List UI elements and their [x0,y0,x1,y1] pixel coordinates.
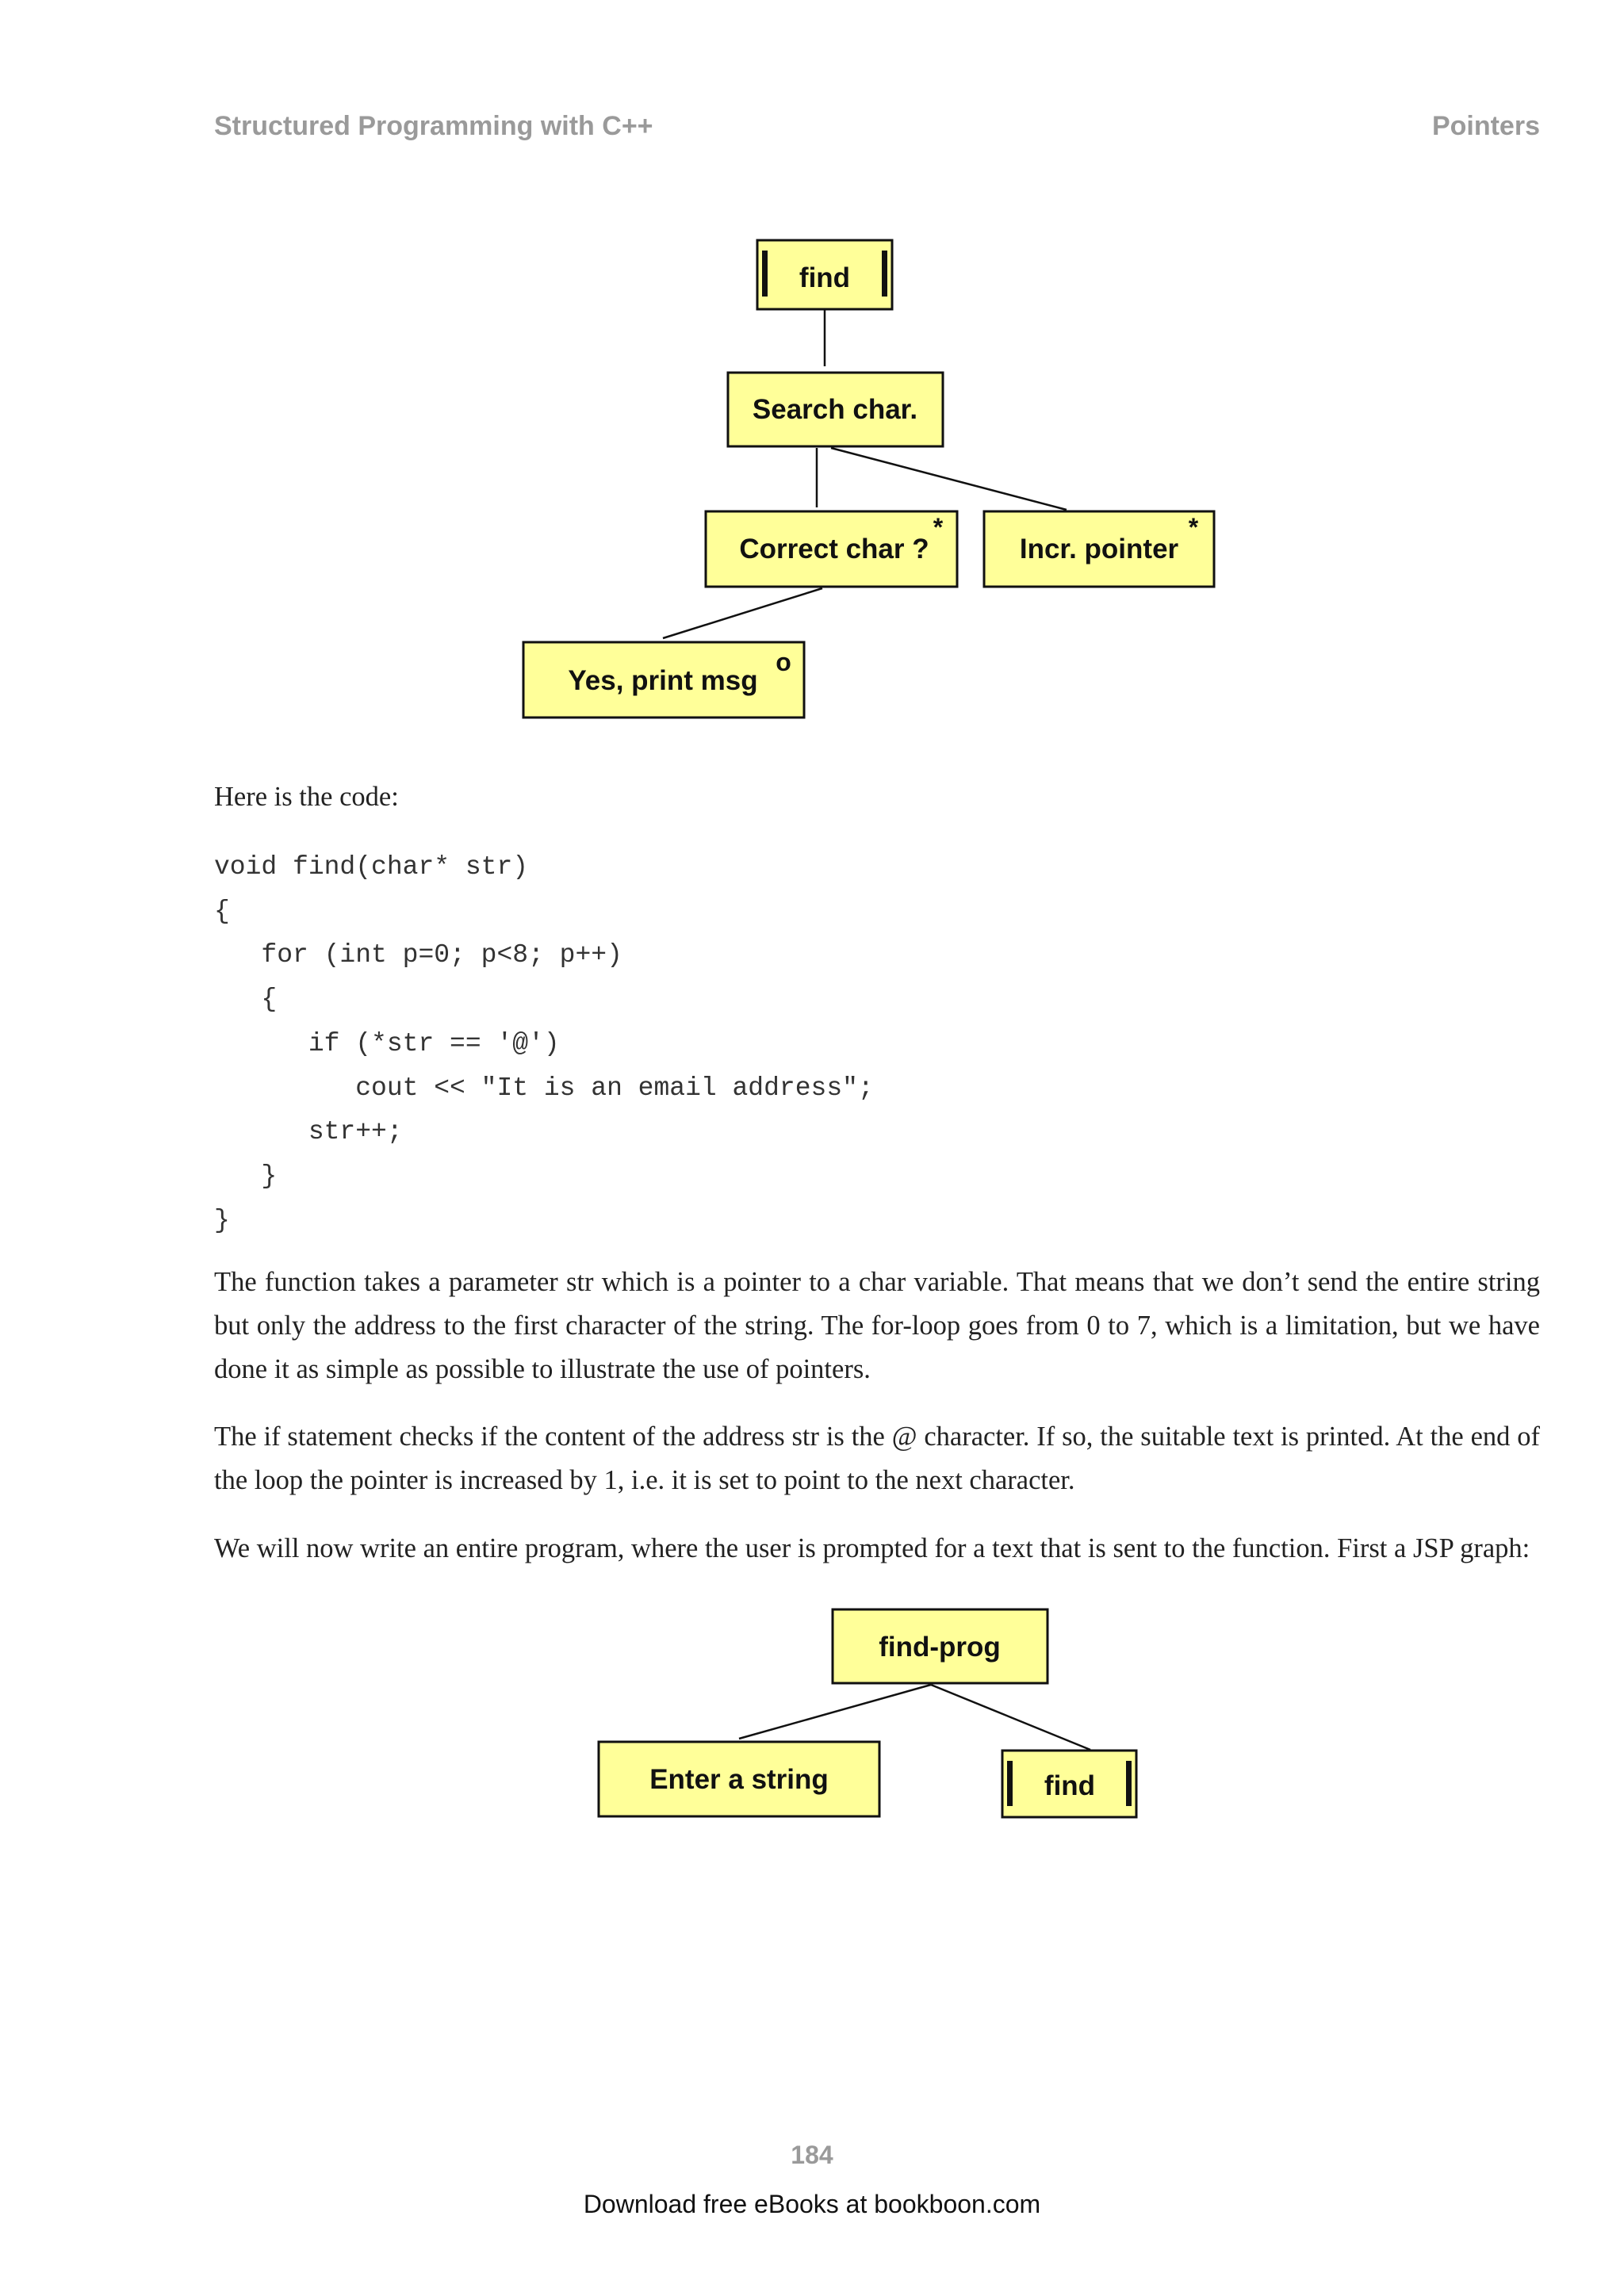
jsp-box-condition-label: Correct char ? [739,534,929,564]
connector-search-increment [831,448,1067,510]
procedure-bar-left [1007,1761,1013,1806]
connector-root-right [931,1685,1090,1750]
jsp-box-find [757,240,892,309]
jsp-box-action-label: Yes, print msg [568,665,758,696]
code-line: for (int p=0; p<8; p++) [214,940,622,970]
code-line: cout << "It is an email address"; [214,1073,874,1103]
jsp-box-find-call [1002,1751,1136,1817]
jsp-box-increment [984,511,1214,587]
page-number: 184 [791,2141,833,2169]
jsp-box-enter-string [599,1742,879,1816]
code-line: { [214,985,278,1015]
running-head-chapter: Pointers [1431,111,1540,141]
jsp-box-search [728,373,943,446]
connector-root-left [739,1685,931,1739]
connector-condition-action [663,588,822,638]
code-block [214,845,874,1242]
code-line: str++; [214,1117,403,1147]
jsp-box-action [523,642,804,718]
jsp-box-find-prog-label: find-prog [879,1632,1001,1663]
footer-link-text: Download free eBooks at bookboon.com [583,2190,1041,2218]
jsp-box-find-label: find [799,262,851,293]
code-line: if (*str == '@') [214,1028,560,1058]
jsp-box-find-call-label: find [1044,1770,1096,1801]
selection-marker: o [776,648,791,676]
code-line: } [214,1205,230,1235]
body-paragraph: The function takes a parameter str which is a pointer to a char variable. That means that we don’t send the entire string but only the address to the first character of the string. The for-loop goes from 0 to 7, which is a limitation, but we have done it as simple as possible to illustrate the use of pointers. [214,1267,1540,1384]
procedure-bar-right [1126,1761,1132,1806]
code-intro-text: Here is the code: [214,782,399,812]
jsp-diagram-find [0,0,1624,745]
jsp-box-enter-string-label: Enter a string [649,1764,829,1795]
jsp-box-increment-label: Incr. pointer [1019,534,1179,564]
procedure-bar-left [762,251,768,297]
code-line: } [214,1161,278,1191]
code-line: void find(char* str) [214,852,529,882]
jsp-box-search-label: Search char. [752,394,918,425]
procedure-bar-right [882,251,887,297]
iteration-marker: * [1188,513,1199,541]
iteration-marker: * [933,513,944,541]
code-line: { [214,896,230,926]
body-paragraph: We will now write an entire program, where the user is prompted for a text that is sent to the function. First a JSP graph: [214,1533,1530,1563]
jsp-diagram-find-prog [0,1586,1624,1839]
running-head-title: Structured Programming with C++ [214,111,653,141]
jsp-box-find-prog [833,1609,1048,1683]
jsp-box-condition [706,511,957,587]
body-paragraph: The if statement checks if the content of the address str is the @ character. If so, the suitable text is printed. At the end of the loop the pointer is increased by 1, i.e. it is set to point to the next character. [214,1422,1540,1495]
